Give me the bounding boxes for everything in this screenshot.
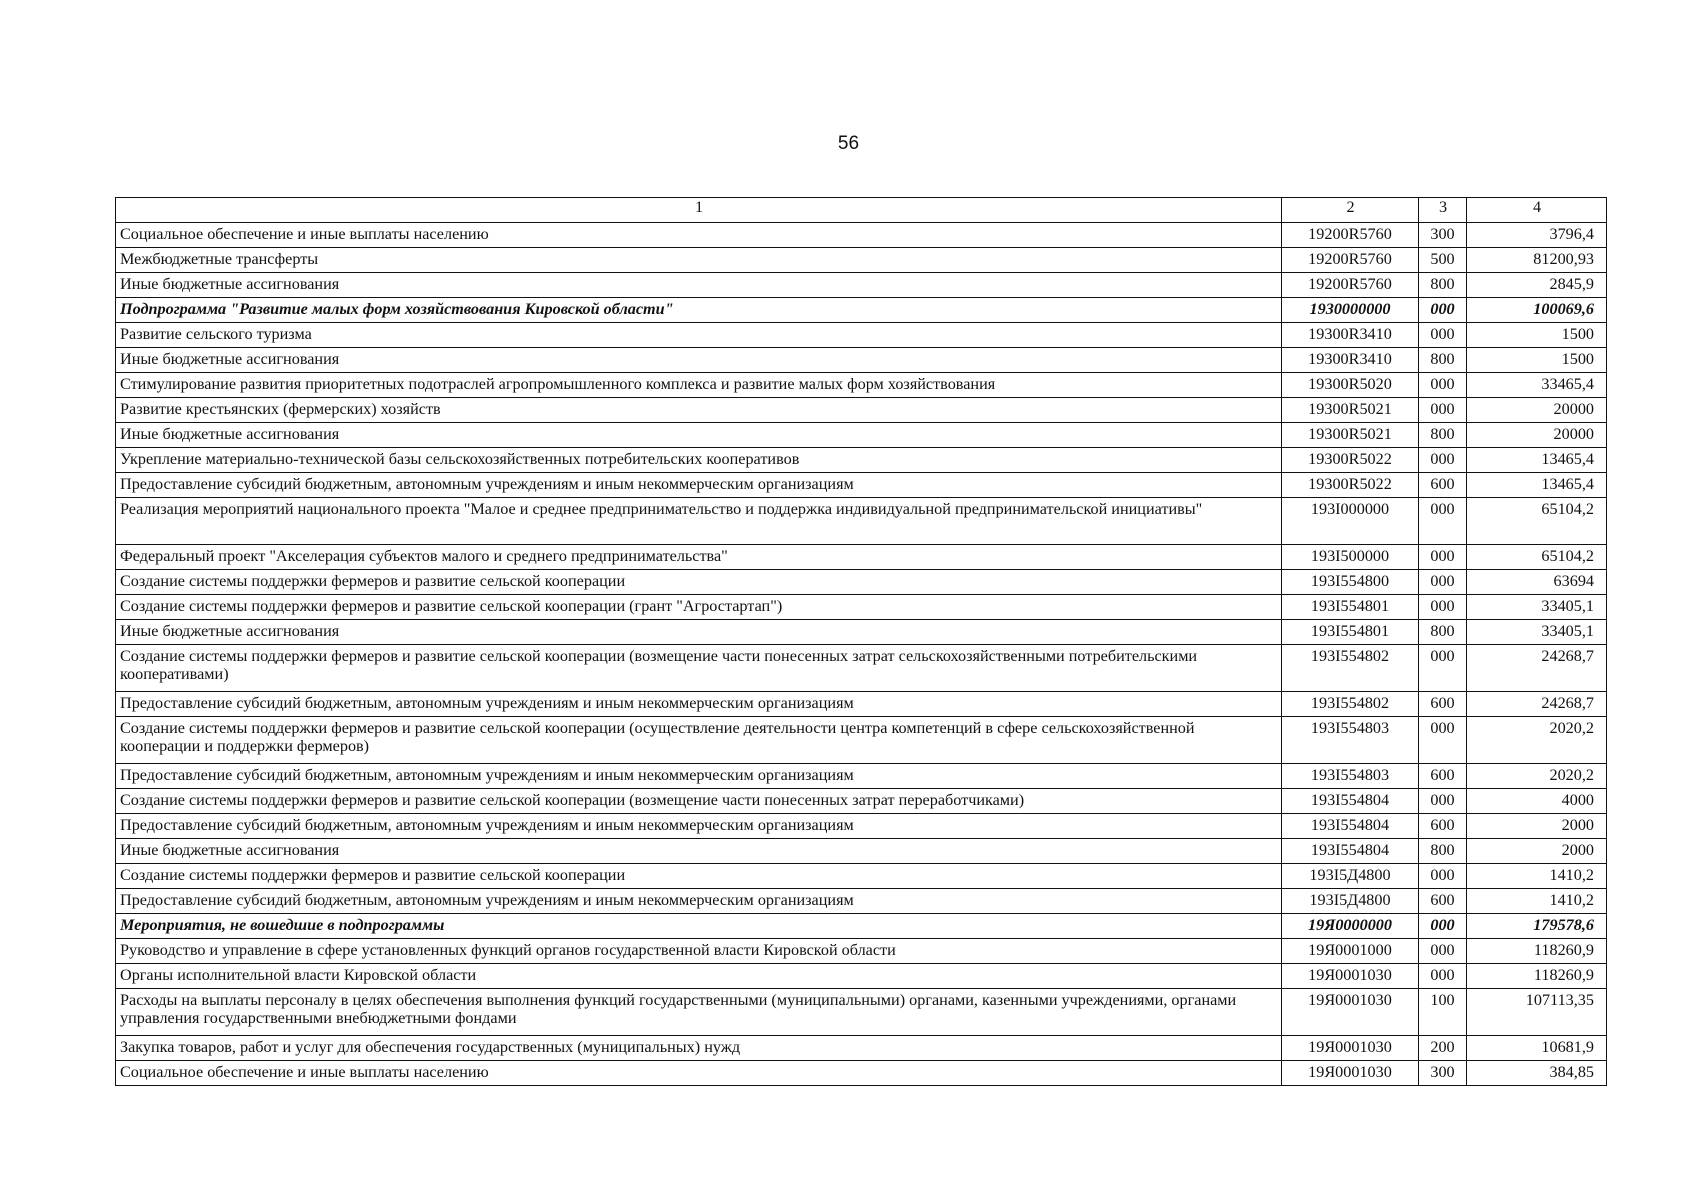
table-row xyxy=(116,645,1607,692)
row-name-cell: Иные бюджетные ассигнования xyxy=(116,348,1282,373)
table-row xyxy=(116,864,1607,889)
row-type-cell: 600 xyxy=(1419,764,1467,789)
table-row xyxy=(116,223,1607,248)
table-body xyxy=(116,223,1607,1086)
row-amount-cell: 384,85 xyxy=(1467,1061,1607,1086)
row-amount-cell: 65104,2 xyxy=(1467,498,1607,545)
row-type-cell: 600 xyxy=(1419,473,1467,498)
table-row xyxy=(116,939,1607,964)
row-amount-cell: 65104,2 xyxy=(1467,545,1607,570)
row-code-cell: 193I554803 xyxy=(1282,717,1419,764)
row-amount-cell: 118260,9 xyxy=(1467,964,1607,989)
row-amount-cell: 10681,9 xyxy=(1467,1036,1607,1061)
row-type-cell: 600 xyxy=(1419,814,1467,839)
row-amount-cell: 20000 xyxy=(1467,423,1607,448)
page-number: 56 xyxy=(837,133,860,154)
row-type-cell: 300 xyxy=(1419,223,1467,248)
row-amount-cell: 1500 xyxy=(1467,348,1607,373)
table-row xyxy=(116,717,1607,764)
row-code-cell: 193I554804 xyxy=(1282,814,1419,839)
row-amount-cell: 1500 xyxy=(1467,323,1607,348)
table-row xyxy=(116,273,1607,298)
row-amount-cell: 2020,2 xyxy=(1467,717,1607,764)
column-header-type: 3 xyxy=(1419,198,1467,223)
table-row xyxy=(116,473,1607,498)
row-amount-cell: 81200,93 xyxy=(1467,248,1607,273)
table-row xyxy=(116,620,1607,645)
table-row xyxy=(116,298,1607,323)
column-header-amount: 4 xyxy=(1467,198,1607,223)
row-code-cell: 19Я0001030 xyxy=(1282,1036,1419,1061)
row-amount-cell: 1410,2 xyxy=(1467,864,1607,889)
row-code-cell: 193I5Д4800 xyxy=(1282,864,1419,889)
column-header-code: 2 xyxy=(1282,198,1419,223)
row-amount-cell: 33405,1 xyxy=(1467,595,1607,620)
row-name-cell: Социальное обеспечение и иные выплаты населению xyxy=(116,1061,1282,1086)
table-row xyxy=(116,323,1607,348)
row-type-cell: 000 xyxy=(1419,939,1467,964)
table-row xyxy=(116,545,1607,570)
row-type-cell: 500 xyxy=(1419,248,1467,273)
table-row xyxy=(116,789,1607,814)
row-code-cell: 193I000000 xyxy=(1282,498,1419,545)
row-name-cell: Укрепление материально-технической базы сельскохозяйственных потребительских кооперативов xyxy=(116,448,1282,473)
table-row xyxy=(116,570,1607,595)
row-code-cell: 193I500000 xyxy=(1282,545,1419,570)
row-type-cell: 000 xyxy=(1419,398,1467,423)
row-type-cell: 800 xyxy=(1419,620,1467,645)
row-amount-cell: 3796,4 xyxy=(1467,223,1607,248)
row-name-cell: Создание системы поддержки фермеров и развитие сельской кооперации (грант "Агростартап") xyxy=(116,595,1282,620)
table-row xyxy=(116,692,1607,717)
row-type-cell: 000 xyxy=(1419,964,1467,989)
row-code-cell: 19300R5021 xyxy=(1282,423,1419,448)
row-code-cell: 193I554804 xyxy=(1282,839,1419,864)
table-row xyxy=(116,1036,1607,1061)
row-code-cell: 19Я0001030 xyxy=(1282,1061,1419,1086)
row-name-cell: Социальное обеспечение и иные выплаты населению xyxy=(116,223,1282,248)
row-name-cell: Создание системы поддержки фермеров и развитие сельской кооперации (осуществление деятельности центра компетенций в сфере сельскохозяйственной кооперации и поддержки фермеров) xyxy=(116,717,1282,764)
row-code-cell: 19300R5022 xyxy=(1282,473,1419,498)
row-type-cell: 000 xyxy=(1419,570,1467,595)
row-name-cell: Федеральный проект "Акселерация субъектов малого и среднего предпринимательства" xyxy=(116,545,1282,570)
table-row xyxy=(116,595,1607,620)
row-name-cell: Руководство и управление в сфере установленных функций органов государственной власти Кировской области xyxy=(116,939,1282,964)
row-name-cell: Развитие сельского туризма xyxy=(116,323,1282,348)
row-code-cell: 19200R5760 xyxy=(1282,273,1419,298)
row-amount-cell: 107113,35 xyxy=(1467,989,1607,1036)
row-type-cell: 000 xyxy=(1419,498,1467,545)
budget-table xyxy=(115,197,1607,1086)
row-amount-cell: 24268,7 xyxy=(1467,645,1607,692)
row-code-cell: 19300R5020 xyxy=(1282,373,1419,398)
row-name-cell: Предоставление субсидий бюджетным, автономным учреждениям и иным некоммерческим организациям xyxy=(116,814,1282,839)
row-amount-cell: 33465,4 xyxy=(1467,373,1607,398)
table-row xyxy=(116,964,1607,989)
row-amount-cell: 2845,9 xyxy=(1467,273,1607,298)
row-type-cell: 000 xyxy=(1419,448,1467,473)
row-amount-cell: 63694 xyxy=(1467,570,1607,595)
row-type-cell: 200 xyxy=(1419,1036,1467,1061)
row-code-cell: 193I554801 xyxy=(1282,595,1419,620)
row-name-cell: Стимулирование развития приоритетных подотраслей агропромышленного комплекса и развитие малых форм хозяйствования xyxy=(116,373,1282,398)
row-type-cell: 000 xyxy=(1419,595,1467,620)
row-amount-cell: 1410,2 xyxy=(1467,889,1607,914)
row-code-cell: 193I554801 xyxy=(1282,620,1419,645)
table-row xyxy=(116,839,1607,864)
row-type-cell: 000 xyxy=(1419,545,1467,570)
row-amount-cell: 2020,2 xyxy=(1467,764,1607,789)
row-code-cell: 193I554802 xyxy=(1282,692,1419,717)
row-type-cell: 000 xyxy=(1419,373,1467,398)
row-code-cell: 19200R5760 xyxy=(1282,248,1419,273)
row-name-cell: Подпрограмма "Развитие малых форм хозяйствования Кировской области" xyxy=(116,298,1282,323)
table-row xyxy=(116,448,1607,473)
table-row xyxy=(116,764,1607,789)
row-type-cell: 000 xyxy=(1419,717,1467,764)
row-amount-cell: 179578,6 xyxy=(1467,914,1607,939)
row-amount-cell: 13465,4 xyxy=(1467,473,1607,498)
table-row xyxy=(116,248,1607,273)
column-header-name: 1 xyxy=(116,198,1282,223)
row-code-cell: 19300R3410 xyxy=(1282,348,1419,373)
row-name-cell: Межбюджетные трансферты xyxy=(116,248,1282,273)
row-amount-cell: 20000 xyxy=(1467,398,1607,423)
row-type-cell: 600 xyxy=(1419,889,1467,914)
row-code-cell: 19Я0001030 xyxy=(1282,964,1419,989)
row-name-cell: Мероприятия, не вошедшие в подпрограммы xyxy=(116,914,1282,939)
row-type-cell: 000 xyxy=(1419,864,1467,889)
table-row xyxy=(116,398,1607,423)
row-code-cell: 193I554800 xyxy=(1282,570,1419,595)
row-code-cell: 19200R5760 xyxy=(1282,223,1419,248)
table-row xyxy=(116,1061,1607,1086)
row-name-cell: Органы исполнительной власти Кировской области xyxy=(116,964,1282,989)
row-amount-cell: 24268,7 xyxy=(1467,692,1607,717)
row-amount-cell: 100069,6 xyxy=(1467,298,1607,323)
row-name-cell: Расходы на выплаты персоналу в целях обеспечения выполнения функций государственными (муниципальными) органами, казенными учреждениями, органами управления государственными внебюджетными фондами xyxy=(116,989,1282,1036)
row-type-cell: 000 xyxy=(1419,914,1467,939)
row-code-cell: 19Я0001030 xyxy=(1282,989,1419,1036)
row-type-cell: 600 xyxy=(1419,692,1467,717)
row-code-cell: 19300R3410 xyxy=(1282,323,1419,348)
row-name-cell: Иные бюджетные ассигнования xyxy=(116,620,1282,645)
row-type-cell: 300 xyxy=(1419,1061,1467,1086)
row-type-cell: 800 xyxy=(1419,348,1467,373)
row-name-cell: Предоставление субсидий бюджетным, автономным учреждениям и иным некоммерческим организациям xyxy=(116,692,1282,717)
row-name-cell: Реализация мероприятий национального проекта "Малое и среднее предпринимательство и поддержка индивидуальной предпринимательской инициативы" xyxy=(116,498,1282,545)
row-code-cell: 193I5Д4800 xyxy=(1282,889,1419,914)
table-row xyxy=(116,373,1607,398)
row-name-cell: Создание системы поддержки фермеров и развитие сельской кооперации xyxy=(116,864,1282,889)
row-name-cell: Предоставление субсидий бюджетным, автономным учреждениям и иным некоммерческим организациям xyxy=(116,764,1282,789)
row-type-cell: 000 xyxy=(1419,298,1467,323)
row-type-cell: 800 xyxy=(1419,423,1467,448)
row-name-cell: Иные бюджетные ассигнования xyxy=(116,423,1282,448)
row-amount-cell: 4000 xyxy=(1467,789,1607,814)
row-amount-cell: 33405,1 xyxy=(1467,620,1607,645)
row-amount-cell: 2000 xyxy=(1467,814,1607,839)
row-amount-cell: 118260,9 xyxy=(1467,939,1607,964)
row-type-cell: 100 xyxy=(1419,989,1467,1036)
table-row xyxy=(116,348,1607,373)
table-row xyxy=(116,889,1607,914)
row-code-cell: 19Я0001000 xyxy=(1282,939,1419,964)
row-name-cell: Предоставление субсидий бюджетным, автономным учреждениям и иным некоммерческим организациям xyxy=(116,473,1282,498)
row-name-cell: Развитие крестьянских (фермерских) хозяйств xyxy=(116,398,1282,423)
row-code-cell: 19300R5021 xyxy=(1282,398,1419,423)
row-amount-cell: 2000 xyxy=(1467,839,1607,864)
row-type-cell: 000 xyxy=(1419,789,1467,814)
row-code-cell: 193I554803 xyxy=(1282,764,1419,789)
table-header-row xyxy=(116,198,1607,223)
table-row xyxy=(116,814,1607,839)
table-row xyxy=(116,423,1607,448)
row-name-cell: Создание системы поддержки фермеров и развитие сельской кооперации xyxy=(116,570,1282,595)
row-name-cell: Иные бюджетные ассигнования xyxy=(116,839,1282,864)
row-code-cell: 1930000000 xyxy=(1282,298,1419,323)
row-type-cell: 800 xyxy=(1419,273,1467,298)
row-type-cell: 800 xyxy=(1419,839,1467,864)
table-row xyxy=(116,914,1607,939)
row-type-cell: 000 xyxy=(1419,645,1467,692)
row-name-cell: Создание системы поддержки фермеров и развитие сельской кооперации (возмещение части понесенных затрат переработчиками) xyxy=(116,789,1282,814)
row-name-cell: Предоставление субсидий бюджетным, автономным учреждениям и иным некоммерческим организациям xyxy=(116,889,1282,914)
row-code-cell: 193I554802 xyxy=(1282,645,1419,692)
table-row xyxy=(116,989,1607,1036)
row-code-cell: 19300R5022 xyxy=(1282,448,1419,473)
row-type-cell: 000 xyxy=(1419,323,1467,348)
table-row xyxy=(116,498,1607,545)
row-amount-cell: 13465,4 xyxy=(1467,448,1607,473)
row-name-cell: Закупка товаров, работ и услуг для обеспечения государственных (муниципальных) нужд xyxy=(116,1036,1282,1061)
row-name-cell: Создание системы поддержки фермеров и развитие сельской кооперации (возмещение части понесенных затрат сельскохозяйственными потребительскими кооперативами) xyxy=(116,645,1282,692)
row-code-cell: 193I554804 xyxy=(1282,789,1419,814)
row-name-cell: Иные бюджетные ассигнования xyxy=(116,273,1282,298)
row-code-cell: 19Я0000000 xyxy=(1282,914,1419,939)
